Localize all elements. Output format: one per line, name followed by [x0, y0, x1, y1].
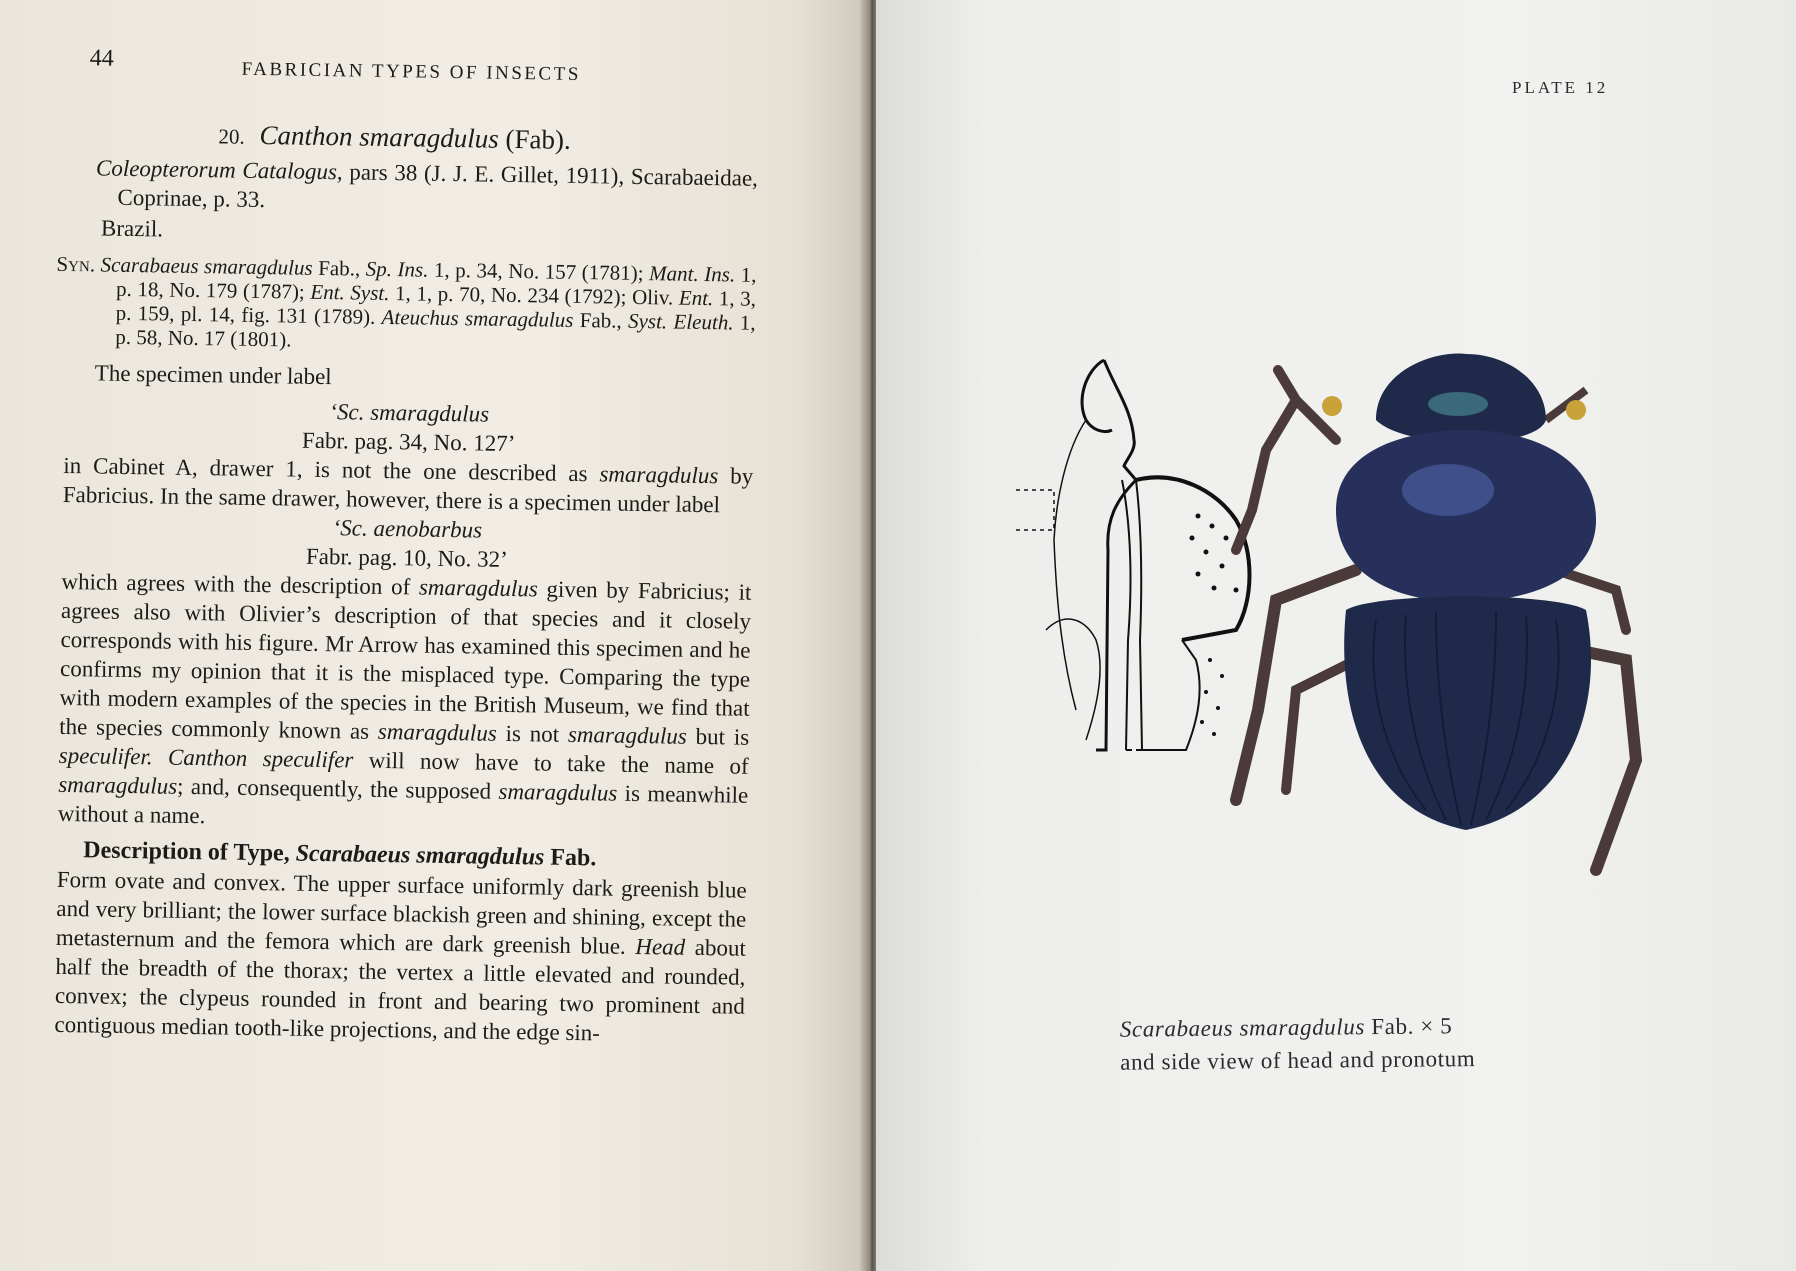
running-head [69, 40, 760, 97]
paragraph-agreement [58, 567, 752, 839]
label-2-line-1: ‘Sc. aenobarbus [332, 515, 483, 543]
text-run: given by Fabricius; it agrees also with Olivier’s description of that species and it closely corresponds with his figure. Mr Arrow has examined this specimen and he confirms my opinion that it is the misplaced type. Comparing the type with modern examples of the species in the British Museum, we find that the species commonly known as [59, 576, 752, 744]
side-view-drawing [1016, 360, 1250, 750]
text-run: in Cabinet A, drawer 1, is not the one described as [63, 452, 588, 487]
text-run: Scarabaeus smaragdulus [295, 840, 545, 871]
species-author: (Fab). [505, 123, 572, 155]
plate-illustration [936, 330, 1656, 950]
synonymy [56, 251, 757, 359]
catalogue-title: Coleopterorum Catalogus, [95, 155, 343, 185]
syn-part: Sp. Ins. [365, 256, 429, 282]
text-run: will now have to take the name of [368, 747, 749, 779]
species-name: Canthon smaragdulus [259, 119, 500, 154]
text-run: smaragdulus [418, 574, 538, 602]
syn-part: 1, p. 34, No. 157 (1781); [433, 257, 644, 286]
text-run: smaragdulus [58, 771, 178, 799]
text-run: is not [505, 720, 560, 747]
label-1-line-1: ‘Sc. smaragdulus [329, 399, 490, 427]
text-run: but is [695, 723, 750, 750]
plate-label: PLATE 12 [1512, 78, 1609, 97]
page-number: 44 [89, 45, 114, 72]
syn-part: Ateuchus smaragdulus [381, 304, 574, 332]
syn-part: Mant. Ins. [648, 261, 736, 287]
text-run: about half the breadth of the thorax; the vertex a little elevated and rounded, convex; the clypeus rounded in front and bearing two prominent and contiguous median tooth-like projections, and the edge sin- [54, 934, 747, 1046]
text-run: Description of Type, [83, 837, 290, 867]
catalogue-reference [67, 153, 758, 222]
locality: Brazil. [100, 215, 164, 242]
right-page [876, 0, 1796, 1271]
paragraph-specimen: The specimen under label [94, 360, 332, 390]
text-run: smaragdulus [567, 721, 688, 749]
syn-part: Scarabaeus smaragdulus [100, 252, 313, 280]
text-run: by Fabricius. In the same drawer, however, there is a specimen under label [62, 463, 754, 518]
syn-part: Fab., [318, 255, 361, 281]
paragraph-cabinet [63, 451, 754, 520]
description-text [54, 865, 747, 1050]
caption-magnification: Fab. × 5 [1371, 1013, 1453, 1040]
syn-part: 1, p. 58, No. 17 (1801). [115, 310, 756, 352]
species-number: 20. [218, 124, 245, 149]
text-run: speculifer. Canthon speculifer [58, 742, 354, 773]
puncture-dots [1190, 514, 1239, 737]
syn-part: 1, 1, p. 70, No. 234 (1792); Oliv. [394, 281, 674, 310]
text-run: Form ovate and convex. The upper surface uniformly dark greenish blue and very brilliant; the lower surface blackish green and shining, except the metasternum and the femora which are dark greenish blue. [55, 866, 747, 959]
label-2-line-2: Fabr. pag. 10, No. 32’ [305, 543, 509, 572]
syn-part: 1, p. 18, No. 179 (1787); [115, 262, 757, 304]
plate-caption [1120, 1007, 1641, 1078]
caption-species: Scarabaeus smaragdulus [1119, 1014, 1366, 1042]
running-title: FABRICIAN TYPES OF INSECTS [241, 58, 582, 86]
text-run: ; and, consequently, the supposed [176, 773, 492, 804]
syn-part: Ent. Syst. [310, 279, 390, 306]
beetle-illustration [1236, 354, 1636, 870]
syn-part: 1, 3, p. 159, pl. 14, fig. 131 (1789). [115, 286, 757, 329]
left-page-text [54, 40, 760, 1050]
label-1-line-2: Fabr. pag. 34, No. 127’ [301, 427, 516, 457]
syn-part: Ent. [678, 285, 714, 311]
text-run: is meanwhile without a name. [57, 780, 749, 829]
text-run: smaragdulus [377, 718, 497, 746]
left-page [0, 0, 866, 1271]
syn-label: Syn. [56, 251, 96, 277]
caption-line-2: and side view of head and pronotum [1120, 1046, 1476, 1075]
text-run: which agrees with the description of [61, 568, 411, 600]
syn-part: Fab., [579, 308, 622, 333]
syn-part: Syst. Eleuth. [627, 308, 734, 335]
text-run: smaragdulus [498, 778, 618, 806]
catalogue-details: pars 38 (J. J. E. Gillet, 1911), Scarabaeidae, Coprinae, p. 33. [117, 159, 759, 213]
text-run: smaragdulus [599, 461, 719, 489]
text-run: Head [635, 933, 686, 960]
caption-line-1 [1120, 1007, 1640, 1045]
text-run: Fab. [550, 844, 597, 872]
species-heading [218, 120, 758, 159]
